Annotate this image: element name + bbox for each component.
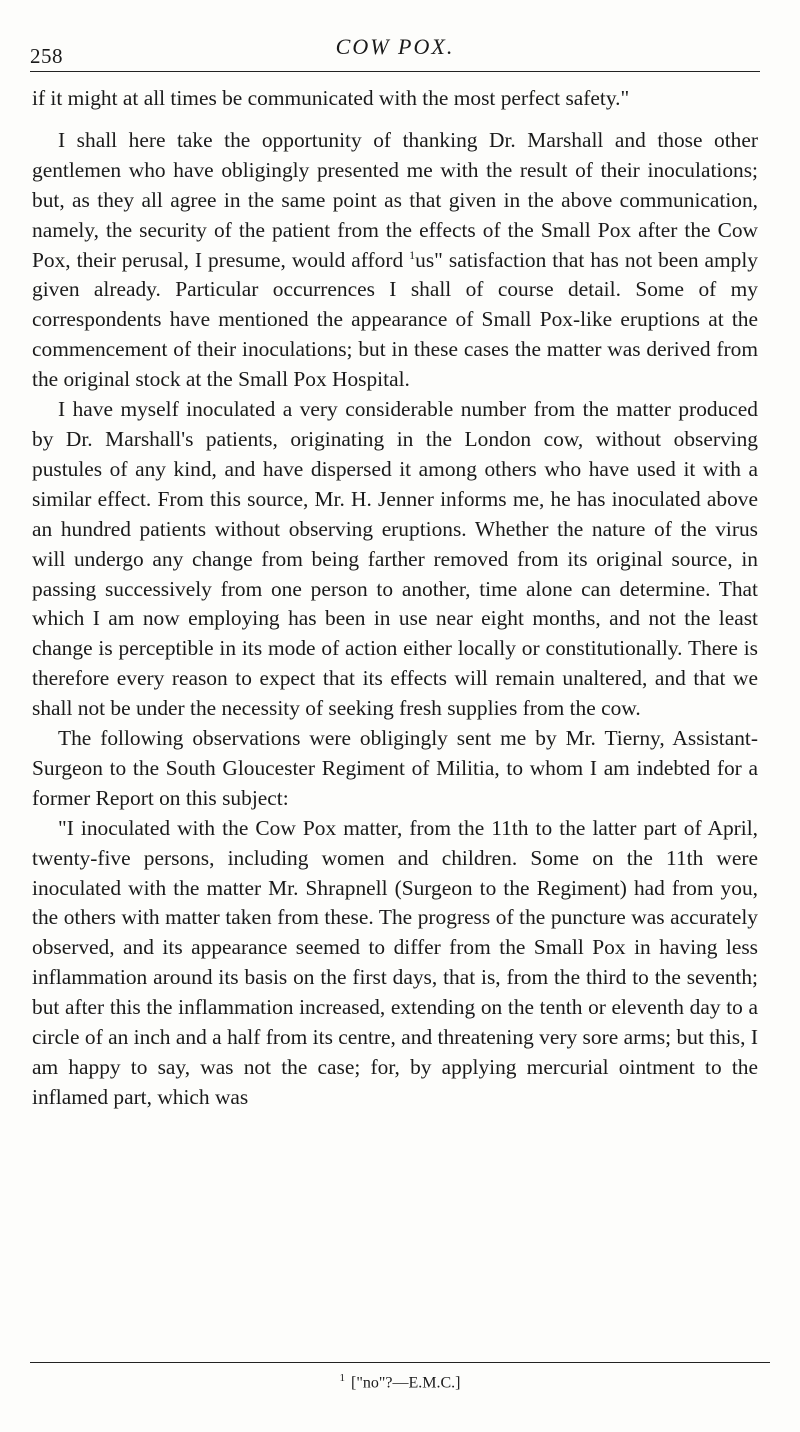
body-text — [32, 84, 758, 1113]
footnote-rule — [30, 1362, 770, 1363]
paragraph-4: The following observations were obligingly sent me by Mr. Tierny, Assistant-Surgeon to the South Gloucester Regiment of Militia, to whom I am indebted for a former Report on this subject: — [32, 726, 758, 810]
page-number: 258 — [30, 44, 63, 68]
paragraph-2-part-2: us" satisfaction that has not been amply given already. Particular occurrences I shall of course detail. Some of my correspondents have mentioned the appearance of Small Pox-like eruptions at the commencement of their inoculations; but in these cases the matter was derived from the original stock at the Small Pox Hospital. — [32, 247, 758, 392]
paragraph-2 — [32, 126, 758, 395]
running-title: COW POX. — [335, 34, 455, 59]
header-rule — [30, 71, 760, 72]
page-header — [30, 30, 760, 70]
footnote-mark: 1 — [339, 1372, 345, 1384]
paragraph-3: I have myself inoculated a very considerable number from the matter produced by Dr. Marshall's patients, originating in the London cow, without observing pustules of any kind, and have dispersed it among others who have used it with a similar effect. From this source, Mr. H. Jenner informs me, he has inoculated above an hundred patients without observing eruptions. Whether the nature of the virus will undergo any change from being farther removed from its original source, in passing successively from one person to another, time alone can determine. That which I am now employing has been in use near eight months, and not the least change is perceptible in its mode of action either locally or constitutionally. There is therefore every reason to expect that its effects will remain unaltered, and that we shall not be under the necessity of seeking fresh supplies from the cow. — [32, 397, 758, 721]
footnote-reference: 1 — [409, 247, 416, 262]
paragraph-2-part-1: I shall here take the opportunity of thanking Dr. Marshall and those other gentlemen who have obligingly presented me with the result of their inoculations; but, as they all agree in the same point as that given in the above communication, namely, the security of the patient from the effects of the Small Pox after the Cow Pox, their perusal, I presume, would afford — [32, 127, 758, 272]
footnote — [0, 1372, 800, 1392]
paragraph-1: if it might at all times be communicated with the most perfect safety." — [32, 86, 630, 110]
footnote-text: ["no"?—E.M.C.] — [351, 1374, 461, 1392]
paragraph-5: "I inoculated with the Cow Pox matter, from the 11th to the latter part of April, twenty-five persons, including women and children. Some on the 11th were inoculated with the matter Mr. Shrapnell (Surgeon to the Regiment) had from you, the others with matter taken from these. The progress of the puncture was accurately observed, and its appearance seemed to differ from the Small Pox in having less inflammation around its basis on the first days, that is, from the third to the seventh; but after this the inflammation increased, extending on the tenth or eleventh day to a circle of an inch and a half from its centre, and threatening very sore arms; but this, I am happy to say, was not the case; for, by applying mercurial ointment to the inflamed part, which was — [32, 815, 758, 1109]
